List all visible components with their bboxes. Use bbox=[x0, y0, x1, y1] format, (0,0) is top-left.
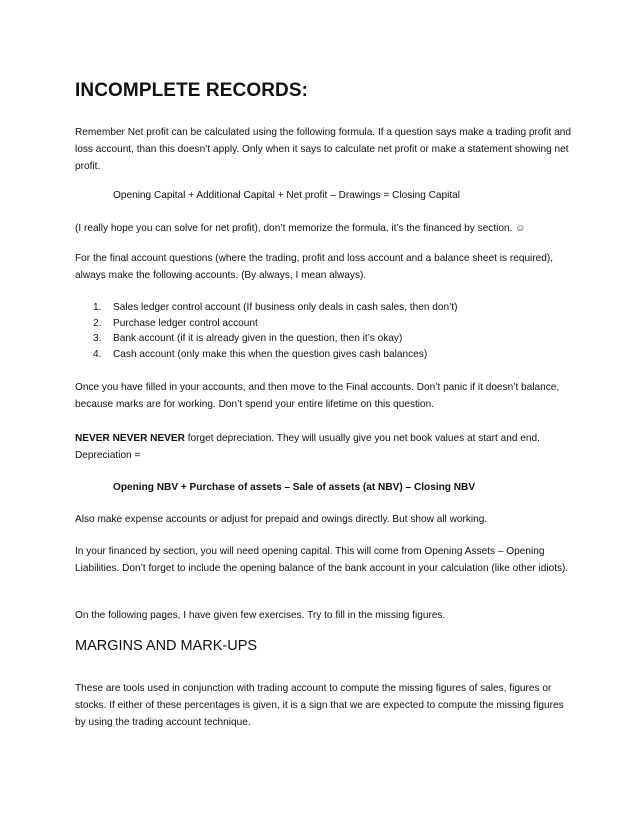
depreciation-paragraph: NEVER NEVER NEVER forget depreciation. They will usually give you net book values at start and end. Depreciation = bbox=[75, 433, 540, 461]
intro-paragraph: Remember Net profit can be calculated using the following formula. If a question says make a trading profit and loss account, than this doesn’t apply. Only when it says to calculate net profit or make a statement showing net profit. bbox=[75, 127, 571, 172]
hope-paragraph: (I really hope you can solve for net profit), don’t memorize the formula, it’s the financed by section. ☺ bbox=[75, 223, 526, 234]
once-filled-paragraph: Once you have filled in your accounts, and then move to the Final accounts. Don’t panic if it doesn’t balance, because marks are for working. Don’t spend your entire lifetime on this question. bbox=[75, 382, 560, 410]
page-title: INCOMPLETE RECORDS: bbox=[75, 80, 309, 101]
list-item: 1. Sales ledger control account (If business only deals in cash sales, then don’t) bbox=[93, 302, 458, 313]
financed-by-paragraph: In your financed by section, you will need opening capital. This will come from Opening Assets – Opening Liabilities. Don’t forget to include the opening balance of the bank account in your calculation (like other idiots). bbox=[75, 546, 569, 574]
never-emphasis: NEVER NEVER NEVER bbox=[75, 433, 185, 444]
margins-paragraph: These are tools used in conjunction with trading account to compute the missing figures of sales, figures or stocks. If either of these percentages is given, it is a sign that we are expected to compute the missing figures by using the trading account technique. bbox=[75, 683, 564, 728]
following-pages-paragraph: On the following pages, I have given few exercises. Try to fill in the missing figures. bbox=[75, 610, 446, 621]
list-item: 3. Bank account (if it is already given in the question, then it’s okay) bbox=[93, 333, 403, 345]
capital-formula: Opening Capital + Additional Capital + Net profit – Drawings = Closing Capital bbox=[113, 190, 461, 201]
nbv-formula: Opening NBV + Purchase of assets – Sale of assets (at NBV) – Closing NBV bbox=[113, 482, 476, 493]
list-item: 2. Purchase ledger control account bbox=[93, 317, 258, 329]
accounts-list bbox=[75, 300, 575, 362]
final-accounts-paragraph: For the final account questions (where the trading, profit and loss account and a balance sheet is required), always make the following accounts. (By always, I mean always). bbox=[75, 253, 554, 281]
list-item: 4. Cash account (only make this when the question gives cash balances) bbox=[93, 348, 428, 360]
margins-heading: MARGINS AND MARK-UPS bbox=[75, 638, 258, 654]
expense-paragraph: Also make expense accounts or adjust for prepaid and owings directly. But show all working. bbox=[75, 514, 488, 525]
